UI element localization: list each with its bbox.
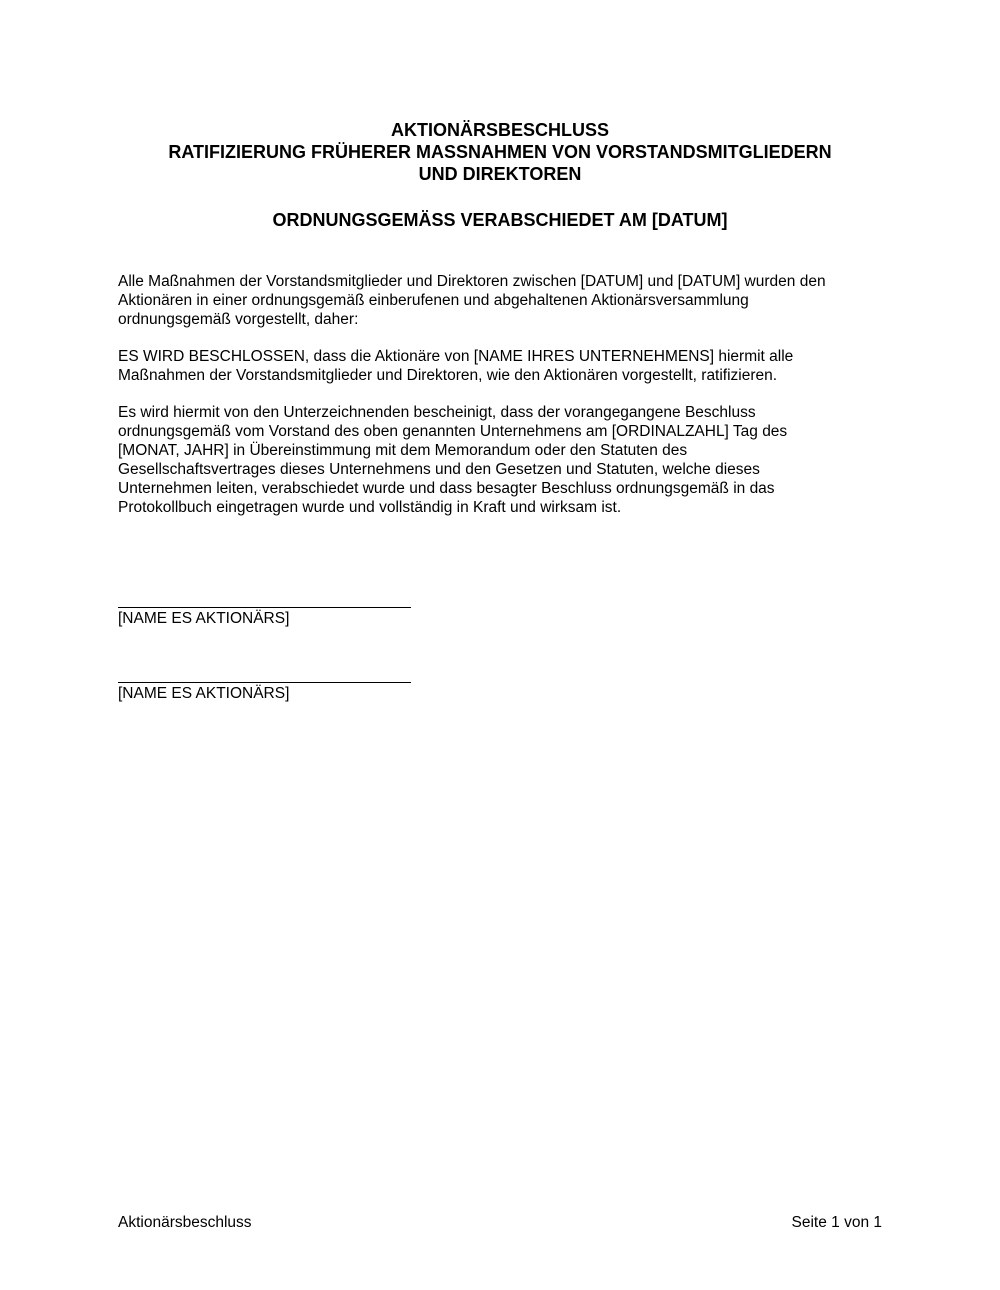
paragraph-intro: [118, 272, 888, 329]
signatory-name: [NAME ES AKTIONÄRS]: [118, 610, 290, 627]
signature-block: [118, 682, 418, 703]
signature-line: [118, 682, 411, 683]
paragraph-line: Protokollbuch eingetragen wurde und vollständig in Kraft und wirksam ist.: [118, 499, 622, 516]
signature-line: [118, 607, 411, 608]
title-line: UND DIREKTOREN: [418, 164, 582, 184]
paragraph-line: Es wird hiermit von den Unterzeichnenden bescheinigt, dass der vorangegangene Beschluss: [118, 404, 756, 421]
paragraph-line: ordnungsgemäß vorgestellt, daher:: [118, 311, 359, 328]
paragraph-line: Gesellschaftsvertrages dieses Unternehmens und den Gesetzen und Statuten, welche dieses: [118, 461, 760, 478]
footer-document-name: Aktionärsbeschluss: [118, 1214, 252, 1231]
paragraph-line: Aktionären in einer ordnungsgemäß einberufenen und abgehaltenen Aktionärsversammlung: [118, 292, 749, 309]
paragraph-line: Maßnahmen der Vorstandsmitglieder und Direktoren, wie den Aktionären vorgestellt, ratifizieren.: [118, 367, 778, 384]
document-subtitle: ORDNUNGSGEMÄSS VERABSCHIEDET AM [DATUM]: [272, 210, 728, 230]
paragraph-resolution: [118, 347, 888, 385]
paragraph-line: [MONAT, JAHR] in Übereinstimmung mit dem Memorandum oder den Statuten des: [118, 442, 688, 459]
paragraph-line: ES WIRD BESCHLOSSEN, dass die Aktionäre von [NAME IHRES UNTERNEHMENS] hiermit alle: [118, 348, 794, 365]
paragraph-line: Alle Maßnahmen der Vorstandsmitglieder und Direktoren zwischen [DATUM] und [DATUM] wurden den: [118, 273, 826, 290]
footer-page-number: Seite 1 von 1: [791, 1214, 882, 1231]
title-line: RATIFIZIERUNG FRÜHERER MASSNAHMEN VON VORSTANDSMITGLIEDERN: [168, 142, 832, 162]
document-title: [0, 119, 1000, 185]
paragraph-line: ordnungsgemäß vom Vorstand des oben genannten Unternehmens am [ORDINALZAHL] Tag des: [118, 423, 788, 440]
signatory-name: [NAME ES AKTIONÄRS]: [118, 685, 290, 702]
paragraph-line: Unternehmen leiten, verabschiedet wurde und dass besagter Beschluss ordnungsgemäß in das: [118, 480, 775, 497]
paragraph-certification: [118, 403, 888, 517]
signature-block: [118, 607, 418, 628]
title-line: AKTIONÄRSBESCHLUSS: [390, 120, 609, 140]
